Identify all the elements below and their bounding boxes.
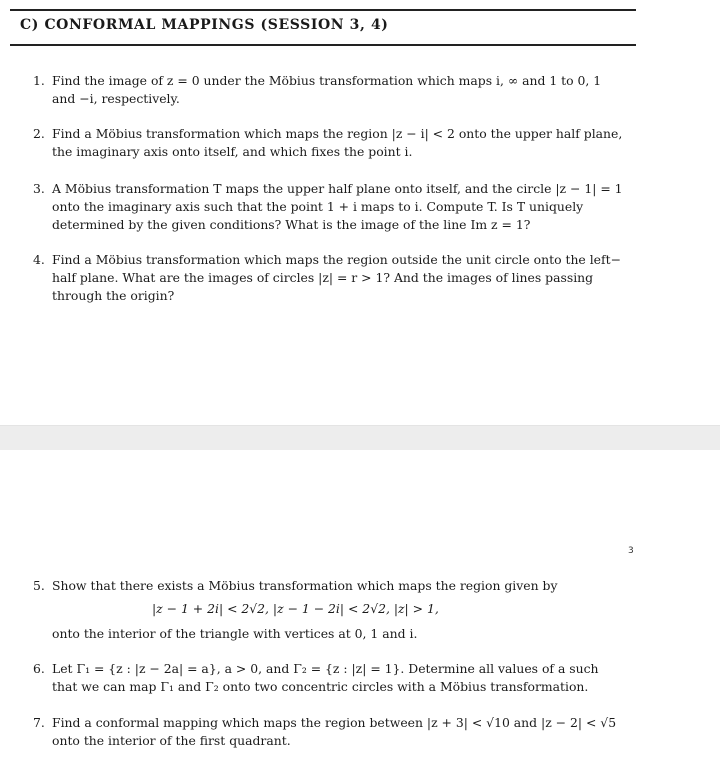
problem-6 (33, 660, 643, 696)
problem-number: 7. (33, 715, 45, 730)
problem-text: A Möbius transformation T maps the upper half plane onto itself, and the circle |z − 1| = 1 onto the imaginary axis such that the point 1 + i maps to i. Compute T. Is T uniquely determined by the given conditions? What is the image of the line Im z = 1? (52, 181, 623, 232)
problem-number: 6. (33, 661, 45, 676)
problem-text: Find a conformal mapping which maps the region between |z + 3| < √10 and |z − 2| < √5 onto the interior of the first quadrant. (52, 715, 617, 748)
top-rule (10, 9, 636, 11)
problem-7 (33, 714, 643, 750)
problem-text: Let Γ₁ = {z : |z − 2a| = a}, a > 0, and Γ₂ = {z : |z| = 1}. Determine all values of a such that we can map Γ₁ and Γ₂ onto two concentric circles with a Möbius transformation. (52, 661, 599, 694)
problem-4 (33, 251, 643, 305)
problem-number: 2. (33, 126, 45, 141)
problem-text: Find the image of z = 0 under the Möbius transformation which maps i, ∞ and 1 to 0, 1 and −i, respectively. (52, 73, 602, 106)
problem-number: 4. (33, 252, 45, 267)
section-title: C) CONFORMAL MAPPINGS (SESSION 3, 4) (20, 17, 389, 33)
problem-5-conditions: |z − 1 + 2i| < 2√2, |z − 1 − 2i| < 2√2, |z| > 1, (152, 601, 439, 616)
problem-text: Find a Möbius transformation which maps the region |z − i| < 2 onto the upper half plane, the imaginary axis onto itself, and which fixes the point i. (52, 126, 623, 159)
title-rule (10, 44, 636, 46)
problem-2 (33, 125, 643, 161)
problem-1 (33, 72, 643, 108)
problem-number: 1. (33, 73, 45, 88)
problem-3 (33, 180, 643, 234)
problem-number: 5. (33, 578, 45, 593)
problem-text: Find a Möbius transformation which maps the region outside the unit circle onto the left− half plane. What are the images of circles |z| = r > 1? And the images of lines passing through the origin? (52, 252, 621, 303)
problem-number: 3. (33, 181, 45, 196)
problem-text: Show that there exists a Möbius transformation which maps the region given by (52, 578, 558, 593)
page-gap (0, 425, 720, 451)
problem-5-continuation: onto the interior of the triangle with vertices at 0, 1 and i. (52, 626, 418, 641)
page-number: 3 (628, 546, 634, 556)
problem-5 (33, 577, 643, 595)
